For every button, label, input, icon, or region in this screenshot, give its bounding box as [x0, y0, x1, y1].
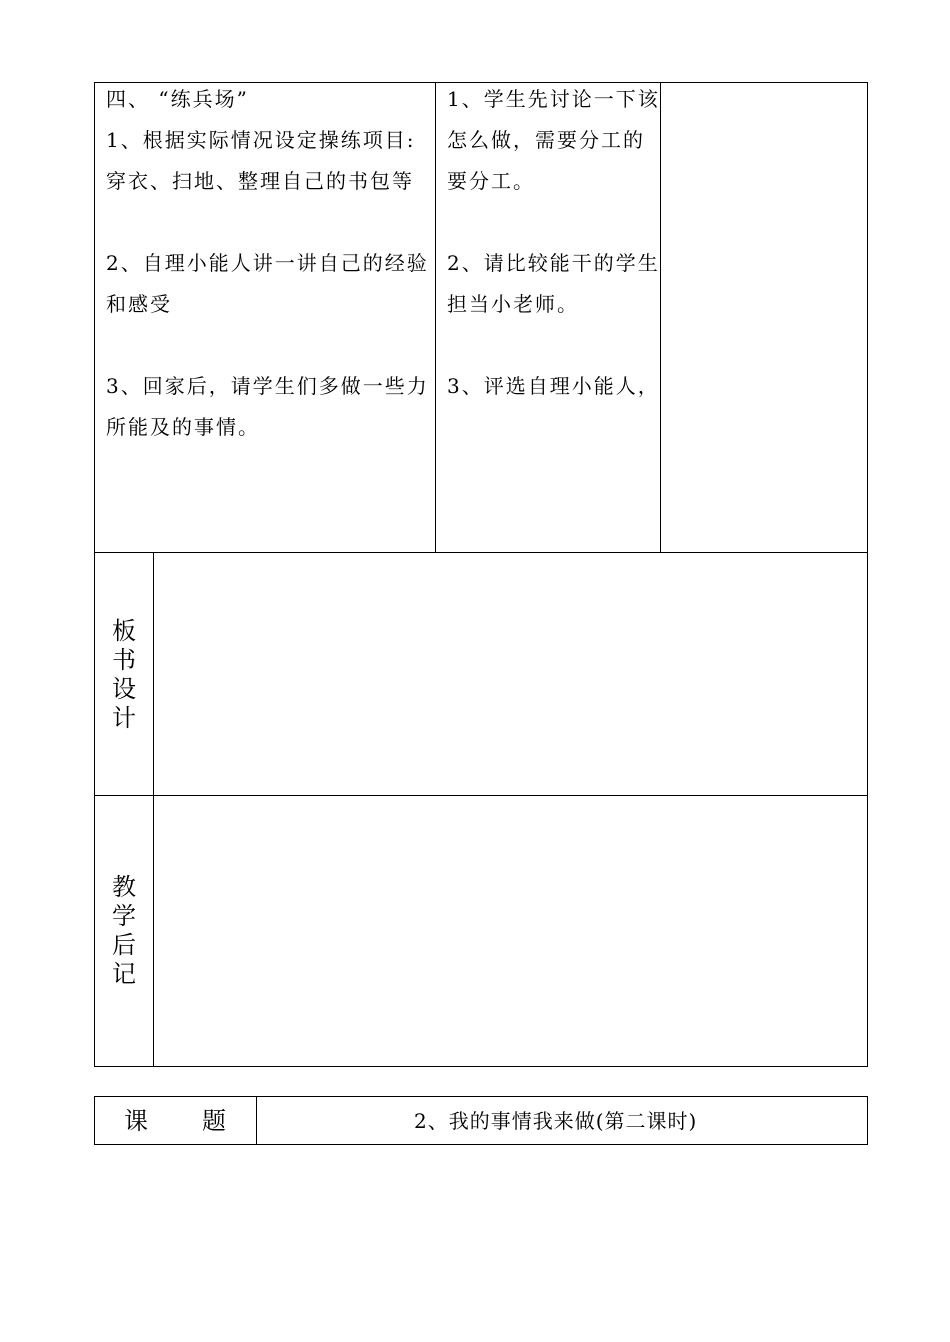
board-design-char-3: 设 — [112, 675, 136, 703]
col2-item2-line1: 2、请比较能干的学生 — [447, 251, 660, 275]
col2-item1-line3: 要分工。 — [447, 169, 535, 193]
col2-item2-line2: 担当小老师。 — [447, 292, 579, 316]
topic-table-divider — [256, 1096, 257, 1145]
col1-item1-line1: 1、根据实际情况设定操练项目: — [106, 128, 416, 152]
col-divider-2 — [660, 82, 661, 553]
board-design-char-4: 计 — [112, 704, 136, 732]
col1-item3-line1: 3、回家后，请学生们多做一些力 — [106, 374, 429, 398]
topic-label-right: 题 — [202, 1107, 226, 1135]
table-border-bottom — [94, 1066, 868, 1067]
col1-item1-line2: 穿衣、扫地、整理自己的书包等 — [106, 169, 414, 193]
teaching-notes-char-4: 记 — [112, 960, 136, 988]
teaching-notes-char-3: 后 — [112, 931, 136, 959]
topic-label-left: 课 — [124, 1107, 148, 1135]
board-design-label — [104, 617, 144, 733]
col1-item2-line2: 和感受 — [106, 292, 172, 316]
col2-item1-line2: 怎么做，需要分工的 — [447, 128, 645, 152]
activity-heading: 四、 “练兵场” — [106, 87, 249, 111]
col2-item3-line1: 3、评选自理小能人， — [447, 374, 660, 398]
board-design-char-1: 板 — [112, 617, 136, 645]
teaching-notes-label — [104, 873, 144, 989]
col1-item2-line1: 2、自理小能人讲一讲自己的经验 — [106, 251, 429, 275]
teaching-notes-char-2: 学 — [112, 902, 136, 930]
teaching-notes-content[interactable] — [154, 796, 867, 1066]
col1-item3-line2: 所能及的事情。 — [106, 415, 260, 439]
lesson-title: 2、我的事情我来做(第二课时) — [414, 1109, 698, 1133]
teaching-notes-char-1: 教 — [112, 873, 136, 901]
table-border-left — [94, 82, 95, 1067]
col-divider-1 — [435, 82, 436, 553]
table-border-right — [867, 82, 868, 1067]
table-border-top — [94, 82, 868, 83]
board-design-char-2: 书 — [112, 646, 136, 674]
board-design-content[interactable] — [154, 553, 867, 795]
col2-item1-line1: 1、学生先讨论一下该 — [447, 87, 660, 111]
